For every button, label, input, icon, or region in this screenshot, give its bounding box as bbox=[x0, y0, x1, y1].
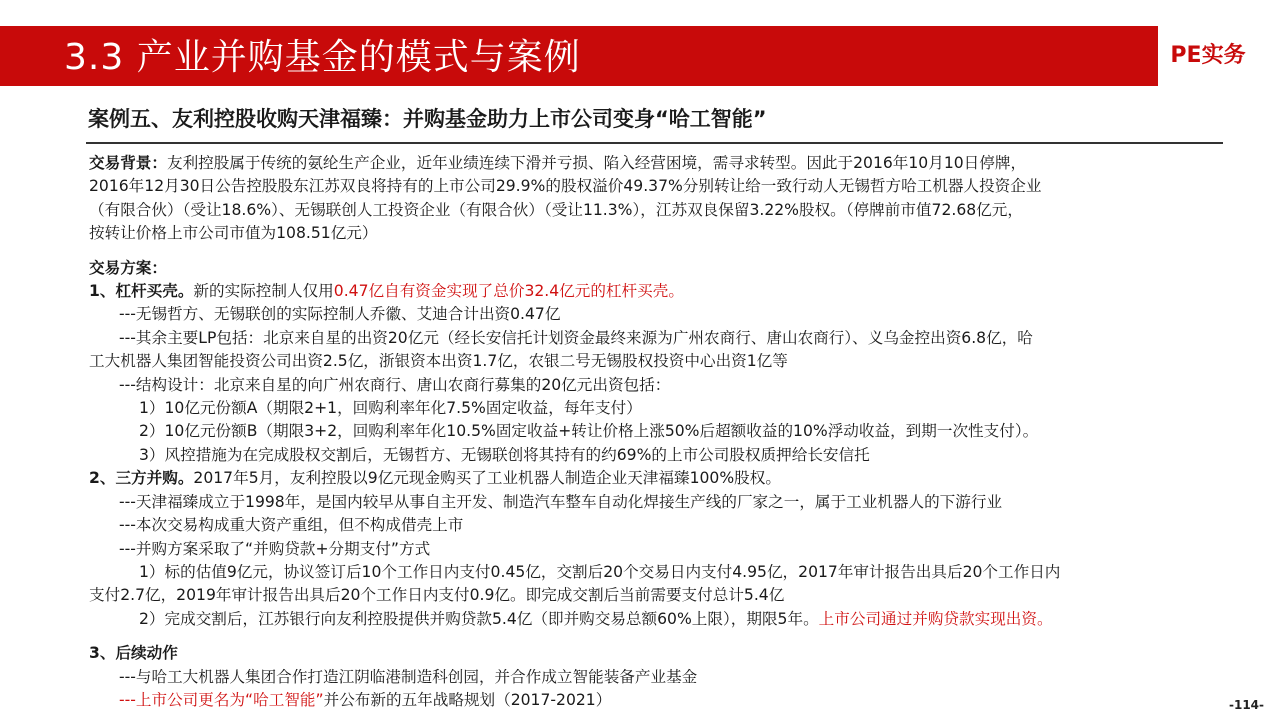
section-2-highlight: 上市公司通过并购贷款实现出资。 bbox=[818, 609, 1053, 628]
plan-label: 交易方案： bbox=[89, 258, 167, 277]
section-2-line-5: 支付2.7亿，2019年审计报告出具后20个工作日内支付0.9亿。即完成交割后当前需要支付总计5.4亿 bbox=[89, 586, 785, 605]
section-1-line-2: ---其余主要LP包括：北京来自星的出资20亿元（经长安信托计划资金最终来源为广州农商行、唐山农商行）、义乌金控出资6.8亿，哈 bbox=[119, 328, 1033, 347]
background-line-2: 2016年12月30日公告控股股东江苏双良将持有的上市公司29.9%的股权溢价49.37%分别转让给一致行动人无锡哲方哈工机器人投资企业 bbox=[89, 177, 1042, 196]
section-2-line-6-text: 2）完成交割后，江苏银行向友利控股提供并购贷款5.4亿（即并购交易总额60%上限），期限5年。 bbox=[139, 609, 819, 628]
section-1-line-1: ---无锡哲方、无锡联创的实际控制人乔徽、艾迪合计出资0.47亿 bbox=[119, 305, 561, 324]
section-2-line-2: ---本次交易构成重大资产重组，但不构成借壳上市 bbox=[119, 516, 464, 535]
section-3-line-2 bbox=[89, 689, 1239, 712]
section-3-highlight: 上市公司更名为“哈工智能” bbox=[135, 690, 324, 709]
slide-content bbox=[89, 152, 1239, 712]
brand-logo: PE实务 bbox=[1158, 26, 1258, 86]
section-2-line-1: ---天津福臻成立于1998年，是国内较早从事自主开发、制造汽车整车自动化焊接生产线的厂家之一，属于工业机器人的下游行业 bbox=[119, 492, 1003, 511]
section-1-heading-line bbox=[89, 280, 1239, 303]
section-3-line-1: ---与哈工大机器人集团合作打造江阴临港制造科创园，并合作成立智能装备产业基金 bbox=[119, 667, 698, 686]
section-1-line-5: 1）10亿元份额A（期限2+1，回购利率年化7.5%固定收益，每年支付） bbox=[139, 399, 642, 418]
title-divider bbox=[86, 142, 1223, 144]
background-line-1 bbox=[89, 152, 1239, 175]
background-line-3: （有限合伙）（受让18.6%）、无锡联创人工投资企业（有限合伙）（受让11.3%），江苏双良保留3.22%股权。（停牌前市值72.68亿元， bbox=[89, 200, 1023, 219]
background-line-4: 按转让价格上市公司市值为108.51亿元） bbox=[89, 224, 378, 243]
section-1-highlight: 0.47亿自有资金实现了总价32.4亿元的杠杆买壳。 bbox=[333, 282, 684, 301]
section-3-suffix: 并公布新的五年战略规划（2017-2021） bbox=[323, 690, 612, 709]
section-3-prefix: --- bbox=[119, 690, 136, 709]
section-2-line-3: ---并购方案采取了“并购贷款+分期支付”方式 bbox=[119, 539, 431, 558]
section-2-line-6 bbox=[89, 608, 1239, 631]
page-number: -114- bbox=[1228, 698, 1264, 712]
section-1-line-4: ---结构设计：北京来自星的向广州农商行、唐山农商行募集的20亿元出资包括： bbox=[119, 375, 671, 394]
section-2-text: 2017年5月，友利控股以9亿元现金购买了工业机器人制造企业天津福臻100%股权。 bbox=[193, 469, 781, 488]
section-2-heading: 2、三方并购。 bbox=[89, 469, 194, 488]
section-1-line-3: 工大机器人集团智能投资公司出资2.5亿，浙银资本出资1.7亿，农银二号无锡股权投资中心出资1亿等 bbox=[89, 352, 788, 371]
slide-title: 3.3 产业并购基金的模式与案例 bbox=[64, 37, 581, 78]
section-3-heading: 3、后续动作 bbox=[89, 644, 178, 663]
case-title: 案例五、友利控股收购天津福臻：并购基金助力上市公司变身“哈工智能” bbox=[88, 107, 767, 131]
section-1-heading: 1、杠杆买壳。 bbox=[89, 282, 194, 301]
background-label: 交易背景： bbox=[89, 154, 167, 172]
section-2-heading-line bbox=[89, 467, 1239, 490]
section-1-line-6: 2）10亿元份额B（期限3+2，回购利率年化10.5%固定收益+转让价格上涨50%后超额收益的10%浮动收益，到期一次性支付）。 bbox=[139, 422, 1039, 441]
section-1-text: 新的实际控制人仅用 bbox=[193, 282, 334, 301]
section-2-line-4: 1）标的估值9亿元，协议签订后10个工作日内支付0.45亿，交割后20个交易日内支付4.95亿，2017年审计报告出具后20个工作日内 bbox=[139, 562, 1061, 581]
section-1-line-7: 3）风控措施为在完成股权交割后，无锡哲方、无锡联创将其持有的约69%的上市公司股权质押给长安信托 bbox=[139, 445, 870, 464]
background-text: 友利控股属于传统的氨纶生产企业，近年业绩连续下滑并亏损、陷入经营困境，需寻求转型。因此于2016年10月10日停牌， bbox=[166, 154, 1027, 172]
